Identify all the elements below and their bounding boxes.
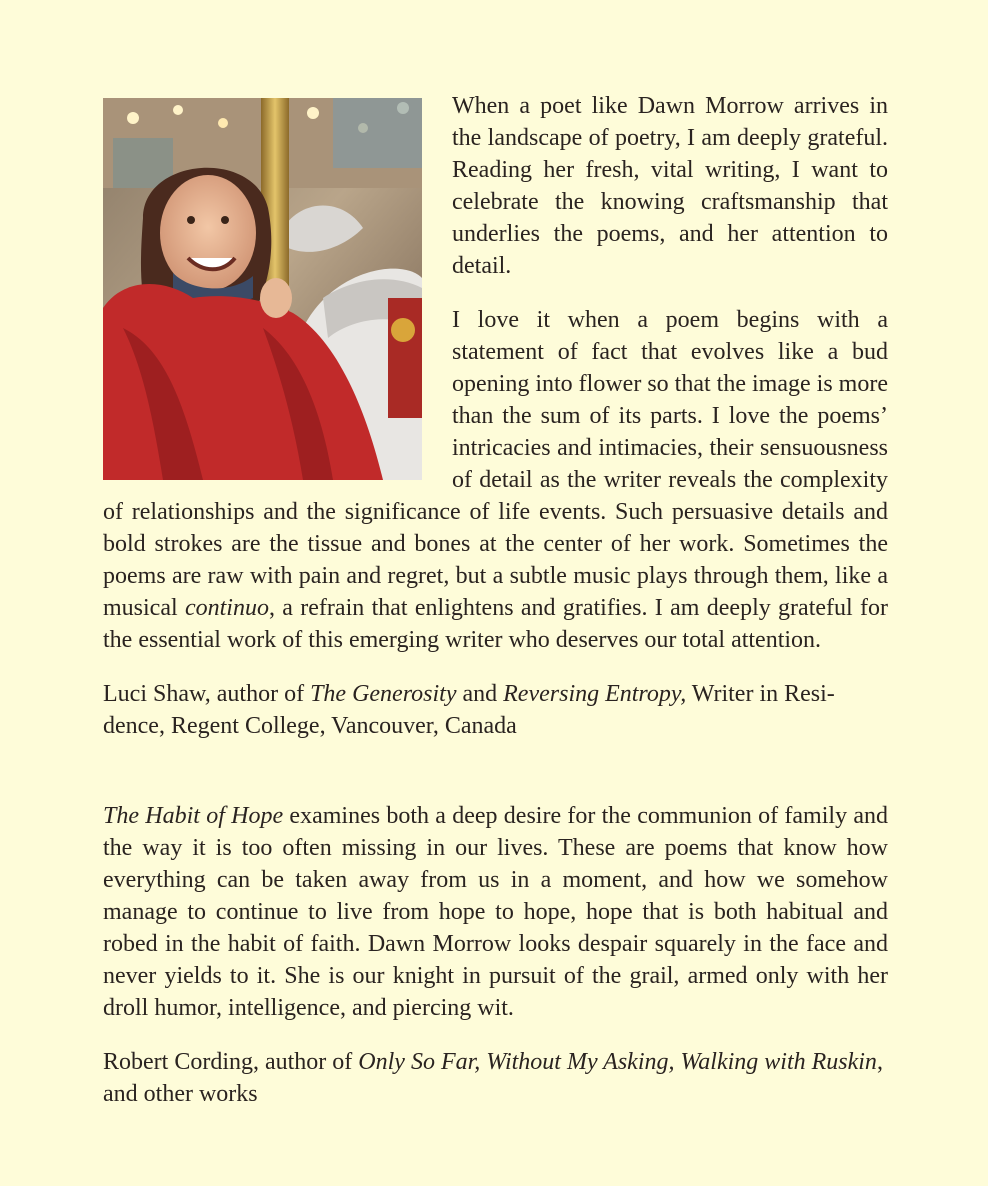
book-title: The Habit of Hope [103,803,284,829]
endorsement-1-text-end: , a refrain that enlightens and gratifies. I am deeply grateful for the essential work of this emerging writer who deserves our total attention. [103,595,888,653]
endorsement-1-paragraph-1: When a poet like Dawn Morrow arrives in the landscape of poetry, I am deeply grateful. Reading her fresh, vital writing, I want to celebrate the knowing craftsmanship that underlies the poems, and her attention to detail. [452,93,888,279]
author-photo [103,98,422,480]
book-title: Reversing Entropy, [503,681,687,707]
attribution-name: Robert Cording, author of [103,1049,359,1075]
endorsement-2-text: examines both a deep desire for the communion of family and the way it is too often missing in our lives. These are poems that know how everything can be taken away from us in a moment, and how we somehow manage to continue to live from hope to hope, hope that is both habitual and robed in the habit of faith. Dawn Morrow looks despair squarely in the face and never yields to it. She is our knight in pursuit of the grail, armed only with her droll humor, intelligence, and piercing wit. [103,803,888,1021]
attribution-connector: and [456,681,504,707]
endorsement-1-text: I love it when a poem begins with a statement of fact that evolves like a bud opening into flower so that the image is more than the sum of its parts. I love the poems’ intricacies and intimacies, their sensuousness of detail as the writer reveals the complexity of relationships and the significance of life events. Such persuasive details and bold strokes are the tissue and bones at the center of her work. Sometimes the poems are raw with pain and regret, but a subtle music plays through them, like a musical [103,307,888,621]
attribution-position: Writer in Residence, Regent College, Vancouver, Canada [103,681,835,739]
endorsement-2-attribution [103,1046,888,1110]
endorsement-2-paragraph [103,800,888,1024]
attribution-suffix: , and other works [103,1049,883,1107]
italic-term: continuo [184,595,269,621]
book-titles: Only So Far, Without My Asking, Walking with Ruskin [358,1049,877,1075]
book-title: The Generosity [310,681,457,707]
page-content [103,90,888,1110]
endorsement-1-attribution [103,678,888,742]
attribution-name: Luci Shaw, author of [103,681,311,707]
